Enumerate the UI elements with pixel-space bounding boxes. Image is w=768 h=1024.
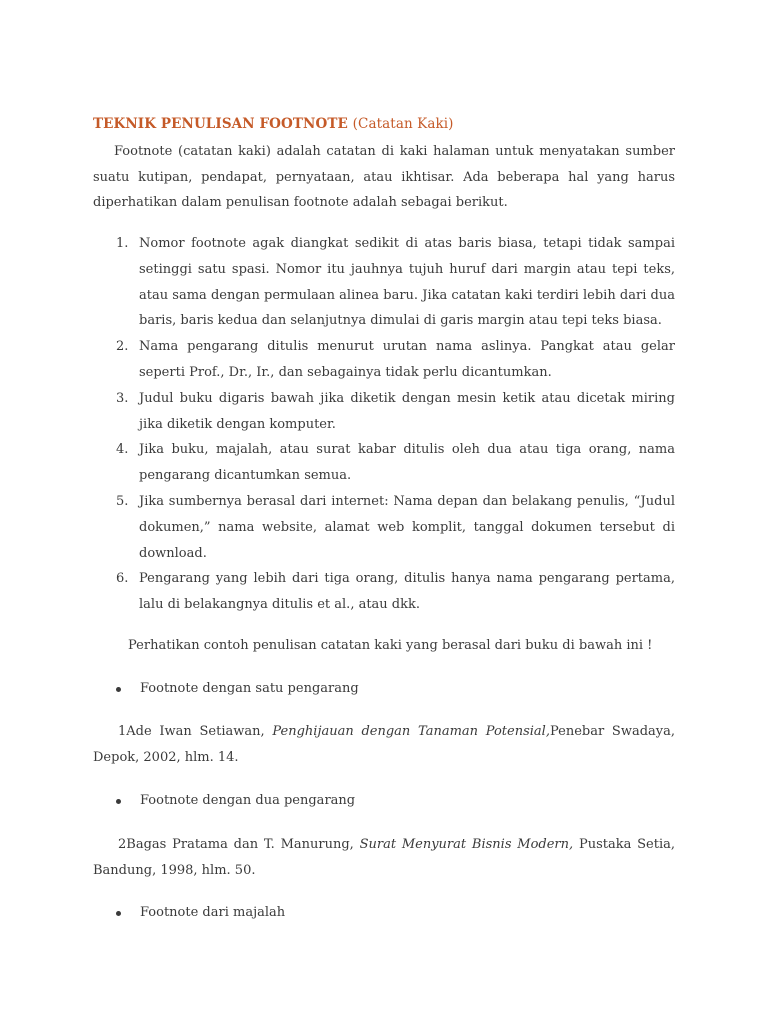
footnote-title: Penghijauan dengan Tanaman Potensial, bbox=[272, 724, 550, 739]
list-text: Jika sumbernya berasal dari internet: Nama depan dan belakang penulis, “Judul dokumen,” nama website, alamat web komplit, tanggal dokumen tersebut di download. bbox=[139, 493, 675, 561]
title-paren: (Catatan Kaki) bbox=[352, 116, 454, 132]
bullet-dot-icon bbox=[116, 687, 121, 692]
example-intro: Perhatikan contoh penulisan catatan kaki yang berasal dari buku di bawah ini ! bbox=[128, 638, 653, 653]
title-main: TEKNIK PENULISAN FOOTNOTE bbox=[93, 116, 353, 132]
list-text: Judul buku digaris bawah jika diketik dengan mesin ketik atau dicetak miring jika diketik dengan komputer. bbox=[139, 390, 675, 432]
rules-list bbox=[93, 231, 675, 618]
list-number: 4. bbox=[116, 442, 129, 458]
footnote-prefix: 1Ade Iwan Setiawan, bbox=[118, 724, 273, 739]
list-text: Pengarang yang lebih dari tiga orang, ditulis hanya nama pengarang pertama, lalu di belakangnya ditulis et al., atau dkk. bbox=[139, 571, 675, 613]
footnote-example-2 bbox=[93, 832, 675, 883]
list-item bbox=[93, 489, 675, 566]
list-number: 1. bbox=[116, 236, 129, 251]
bullet-dot-icon bbox=[116, 799, 121, 804]
list-number: 2. bbox=[116, 339, 129, 355]
list-number: 5. bbox=[116, 493, 129, 509]
intro-paragraph: Footnote (catatan kaki) adalah catatan di kaki halaman untuk menyatakan sumber suatu kutipan, pendapat, pernyataan, atau ikhtisar. Ada beberapa hal yang harus diperhatikan dalam penulisan footnote adalah sebagai berikut. bbox=[93, 144, 675, 210]
list-item bbox=[93, 437, 675, 489]
list-item bbox=[93, 566, 675, 618]
list-item bbox=[93, 231, 675, 334]
list-item bbox=[93, 334, 675, 386]
bullet-label: Footnote dengan satu pengarang bbox=[140, 681, 359, 696]
bullet-label: Footnote dari majalah bbox=[140, 905, 286, 920]
footnote-suffix: Pustaka Setia, Bandung, 1998, hlm. 50. bbox=[93, 837, 675, 878]
bullet-label: Footnote dengan dua pengarang bbox=[140, 793, 356, 808]
list-item bbox=[93, 386, 675, 438]
footnote-suffix: Penebar Swadaya, Depok, 2002, hlm. 14. bbox=[93, 724, 675, 765]
footnote-title: Surat Menyurat Bisnis Modern, bbox=[359, 837, 574, 852]
footnote-prefix: 2Bagas Pratama dan T. Manurung, bbox=[118, 837, 360, 852]
footnote-example-1 bbox=[93, 719, 675, 770]
bullet-dot-icon bbox=[116, 911, 121, 916]
page-title bbox=[93, 116, 454, 132]
list-text: Nomor footnote agak diangkat sedikit di atas baris biasa, tetapi tidak sampai setinggi satu spasi. Nomor itu jauhnya tujuh huruf dari margin atau tepi teks, atau sama dengan permulaan alinea baru. Jika catatan kaki terdiri lebih dari dua baris, baris kedua dan selanjutnya dimulai di garis margin atau tepi teks biasa. bbox=[139, 236, 675, 329]
list-text: Jika buku, majalah, atau surat kabar ditulis oleh dua atau tiga orang, nama pengarang dicantumkan semua. bbox=[139, 442, 675, 484]
list-text: Nama pengarang ditulis menurut urutan nama aslinya. Pangkat atau gelar seperti Prof., Dr., Ir., dan sebagainya tidak perlu dicantumkan. bbox=[139, 339, 675, 380]
list-number: 6. bbox=[116, 571, 129, 587]
list-number: 3. bbox=[116, 390, 129, 406]
